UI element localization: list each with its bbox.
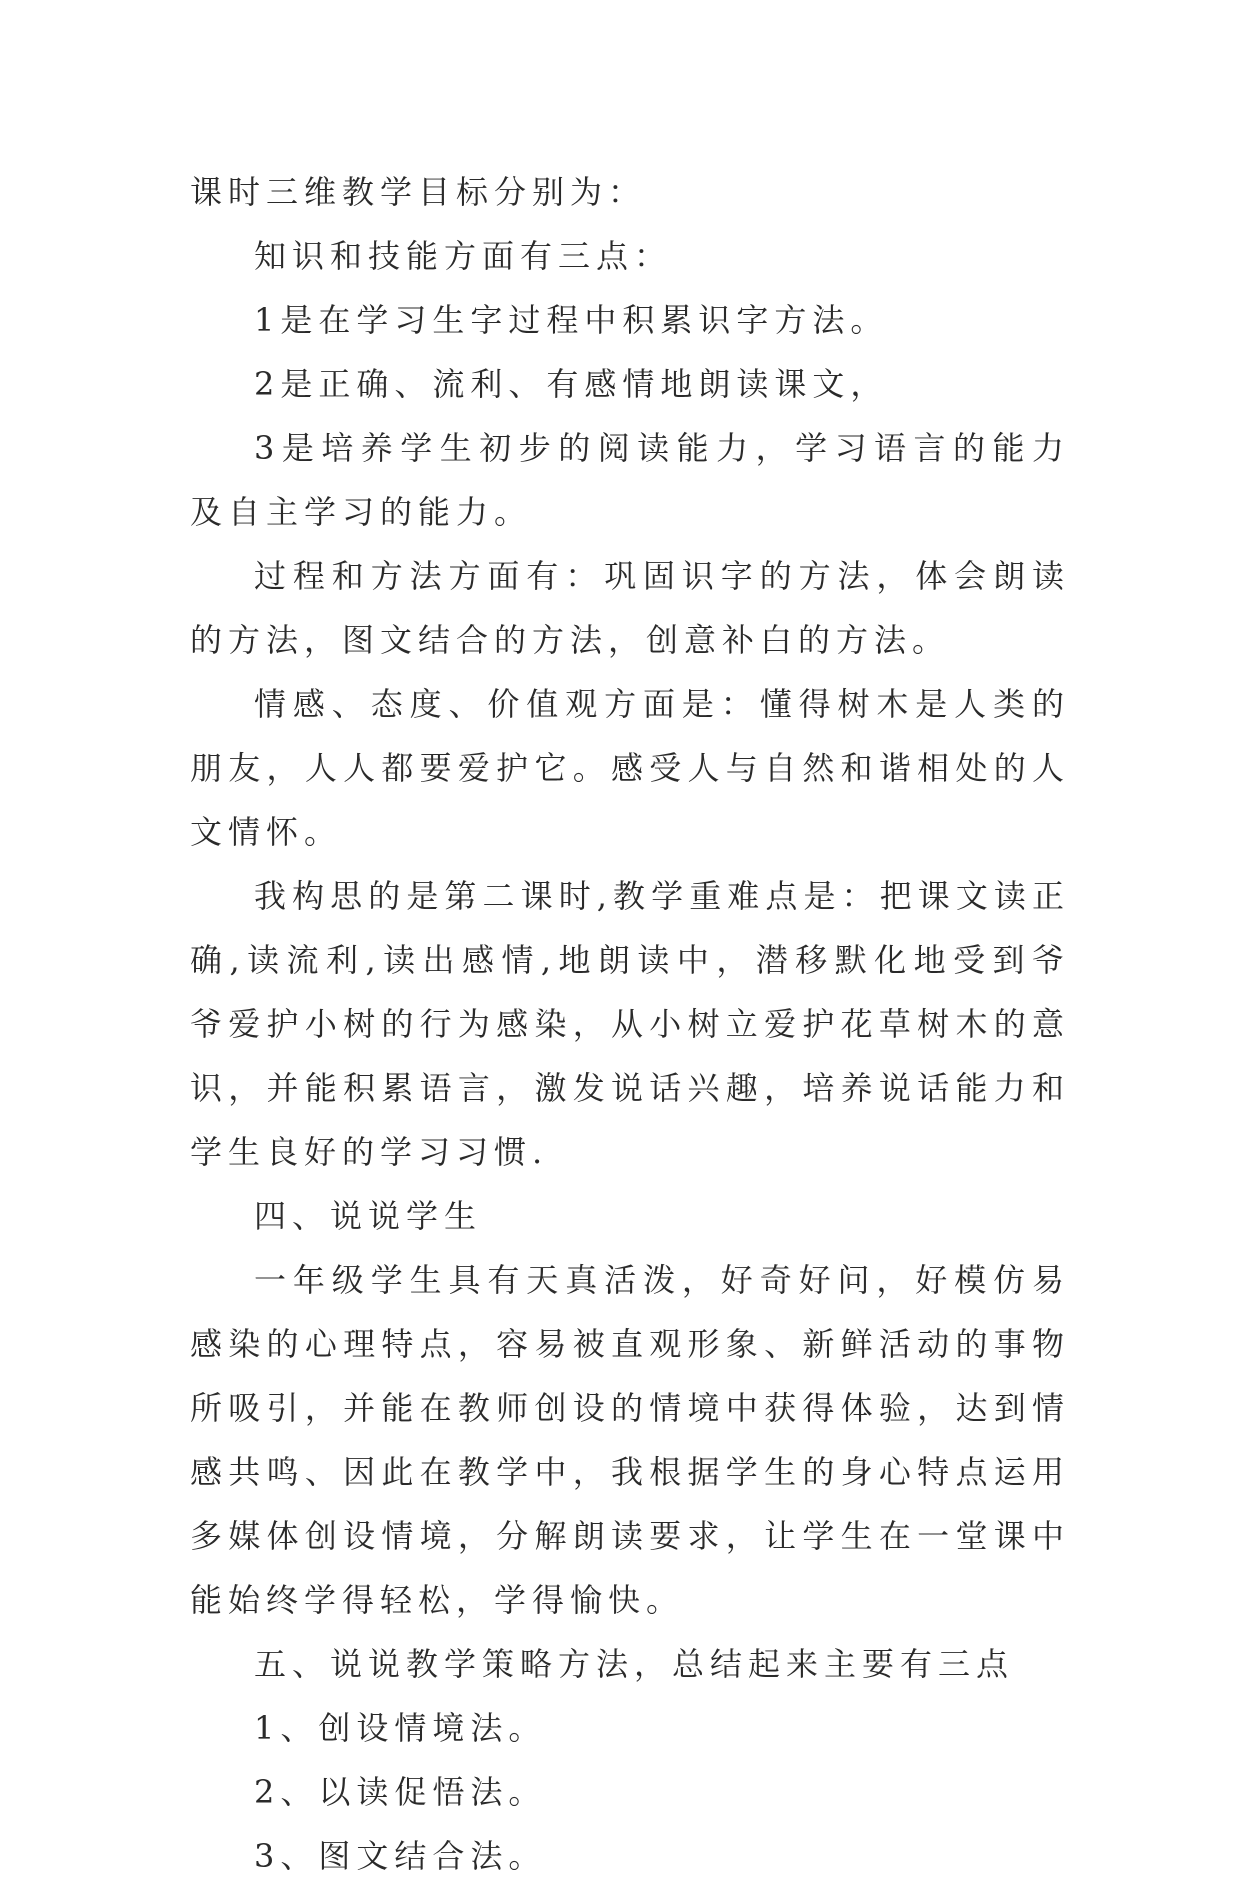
paragraph: 过程和方法方面有：巩固识字的方法，体会朗读的方法，图文结合的方法，创意补白的方法。 [190,557,1070,659]
list-item: 1、创设情境法。 [254,1709,547,1747]
paragraph: 一年级学生具有天真活泼，好奇好问，好模仿易感染的心理特点，容易被直观形象、新鲜活动的事物所吸引，并能在教师创设的情境中获得体验，达到情感共鸣、因此在教学中，我根据学生的身心特点运用多媒体创设情境，分解朗读要求，让学生在一堂课中能始终学得轻松，学得愉快。 [190,1261,1070,1619]
paragraph: 课时三维教学目标分别为： [190,173,647,211]
paragraph: 情感、态度、价值观方面是：懂得树木是人类的朋友，人人都要爱护它。感受人与自然和谐相处的人文情怀。 [190,685,1070,851]
paragraph: 3是培养学生初步的阅读能力，学习语言的能力及自主学习的能力。 [190,429,1070,531]
paragraph: 1是在学习生字过程中积累识字方法。 [254,301,889,339]
section-heading: 五、说说教学策略方法，总结起来主要有三点 [254,1645,1015,1683]
section-heading: 四、说说学生 [254,1197,483,1235]
paragraph: 知识和技能方面有三点： [254,237,673,275]
document-body [190,160,1070,1888]
paragraph: 2是正确、流利、有感情地朗读课文， [254,365,889,403]
list-item: 3、图文结合法。 [254,1837,547,1875]
paragraph: 我构思的是第二课时,教学重难点是：把课文读正确,读流利,读出感情,地朗读中，潜移默化地受到爷爷爱护小树的行为感染，从小树立爱护花草树木的意识，并能积累语言，激发说话兴趣，培养说话能力和学生良好的学习习惯. [190,877,1070,1171]
list-item: 2、以读促悟法。 [254,1773,547,1811]
